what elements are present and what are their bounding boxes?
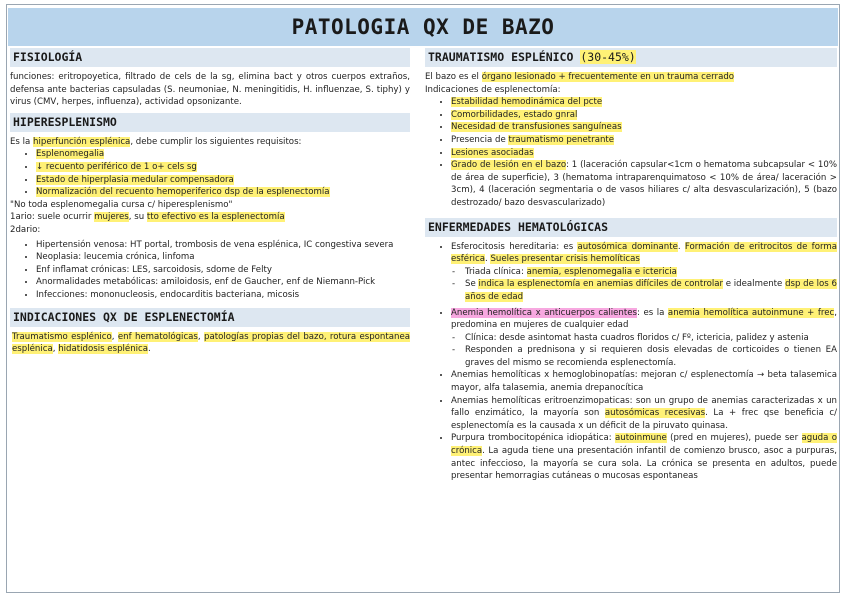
section-heading-fisiologia: FISIOLOGÍA bbox=[10, 48, 410, 67]
list-item: • Anemia hemolítica x anticuerpos calientes: es la anemia hemolítica autoinmune + frec, predomina en mujeres de cualquier edad - Clínica: desde asintomat hasta cuadros floridos c/ Fº, ictericia, palidez y astenia - Responden a prednisona y si requieren dosis elevadas de corticoides o tienen EA graves del mismo se recomienda esplenectomía. bbox=[451, 307, 837, 370]
list-item: • Enf inflamat crónicas: LES, sarcoidosis, sdome de Felty bbox=[36, 264, 410, 277]
title-bar bbox=[8, 8, 838, 46]
list-item: • Hipertensión venosa: HT portal, trombosis de vena esplénica, IC congestiva severa bbox=[36, 239, 410, 252]
left-column bbox=[10, 48, 410, 359]
list-item: - Clínica: desde asintomat hasta cuadros floridos c/ Fº, ictericia, palidez y astenia bbox=[465, 332, 837, 345]
indicaciones-text: Traumatismo esplénico, enf hematológicas, patologías propias del bazo, rotura espontanea esplénica, hidatidosis esplénica. bbox=[12, 331, 410, 355]
document-page bbox=[6, 4, 840, 593]
trauma-list bbox=[425, 96, 837, 209]
right-column bbox=[425, 48, 837, 483]
list-item: • Necesidad de transfusiones sanguíneas bbox=[451, 121, 837, 134]
section-heading-indicaciones: INDICACIONES QX DE ESPLENECTOMÍA bbox=[10, 308, 410, 327]
list-item: - Triada clínica: anemia, esplenomegalia e ictericia bbox=[465, 266, 837, 279]
list-item: • Estado de hiperplasia medular compensadora bbox=[36, 174, 410, 187]
causas-list bbox=[10, 239, 410, 302]
section-heading-hematologicas: ENFERMEDADES HEMATOLÓGICAS bbox=[425, 218, 837, 237]
hiperesplenismo-primario: 1ario: suele ocurrir mujeres, su tto efectivo es la esplenectomía bbox=[10, 212, 285, 223]
hiperesplenismo-intro: Es la hiperfunción esplénica, debe cumplir los siguientes requisitos: bbox=[10, 136, 302, 147]
section-heading-hiperesplenismo: HIPERESPLENISMO bbox=[10, 113, 410, 132]
list-item: • Purpura trombocitopénica idiopática: autoinmune (pred en mujeres), puede ser aguda o crónica. La aguda tiene una presentación infantil de comienzo brusco, asoc a purpuras, antec infeccioso, la mayoría se cura sola. La crónica se presenta en adultos, puede presentar hemorragias cutáneas o mucosas espontaneas bbox=[451, 432, 837, 482]
section-heading-traumatismo: TRAUMATISMO ESPLÉNICO (30-45%) bbox=[425, 48, 837, 67]
list-item: • Grado de lesión en el bazo: 1 (laceración capsular<1cm o hematoma subcapsular < 10% de área de superficie), 3 (hematoma intraparenquimatoso < 10% de área/ laceración > 3cm), 4 (laceración segmentaria o de vasos hiliares c/ alta desvascularización), 5 (bazo destrozado/ bazo desvascularizado) bbox=[451, 159, 837, 209]
list-item: • ↓ recuento periférico de 1 o+ cels sg bbox=[36, 161, 410, 174]
trauma-intro: El bazo es el órgano lesionado + frecuentemente en un trauma cerrado bbox=[425, 72, 735, 82]
list-item: - Responden a prednisona y si requieren dosis elevadas de corticoides o tienen EA graves del mismo se recomienda esplenectomía. bbox=[465, 344, 837, 369]
hiperesplenismo-quote: "No toda esplenomegalia cursa c/ hiperesplenismo" bbox=[10, 199, 233, 210]
list-item: • Presencia de traumatismo penetrante bbox=[451, 134, 837, 147]
list-item: • Neoplasia: leucemia crónica, linfoma bbox=[36, 251, 410, 264]
fisiologia-text: funciones: eritropoyetica, filtrado de cels de la sg, elimina bact y otros cuerpos extraños, defensa ante bacterias capsuladas (S. neumoniae, N. meningitidis, H. influenzae, S. tiphy) y virus (CMV, herpes, influenza), actividad opsonizante. bbox=[10, 72, 410, 108]
requisitos-list bbox=[10, 148, 410, 198]
hemato-list bbox=[425, 241, 837, 483]
list-item: • Anemias hemolíticas eritroenzimopaticas: son un grupo de anemias caracterizadas x un fallo enzimático, la mayoría son autosómicas recesivas. La + frec qse beneficia c/ esplenectomía es la causada x un déficit de la piruvato quinasa. bbox=[451, 395, 837, 433]
list-item: • Lesiones asociadas bbox=[451, 147, 837, 160]
list-item: • Anormalidades metabólicas: amiloidosis, enf de Gaucher, enf de Niemann-Pick bbox=[36, 276, 410, 289]
hiperesplenismo-secundario: 2dario: bbox=[10, 224, 41, 235]
list-item: • Estabilidad hemodinámica del pcte bbox=[451, 96, 837, 109]
list-item: - Se indica la esplenectomía en anemias difíciles de controlar e idealmente dsp de los 6 años de edad bbox=[465, 278, 837, 303]
percentage-badge: (30-45%) bbox=[580, 50, 636, 64]
list-item: • Esferocitosis hereditaria: es autosómica dominante. Formación de eritrocitos de forma esférica. Sueles presentar crisis hemolíticas - Triada clínica: anemia, esplenomegalia e ictericia - Se indica la esplenectomía en anemias difíciles de controlar e idealmente dsp de los 6 años de edad bbox=[451, 241, 837, 304]
list-item: • Anemias hemolíticas x hemoglobinopatías: mejoran c/ esplenectomía → beta talasemica mayor, alfa talasemia, anemia drepanocítica bbox=[451, 369, 837, 394]
list-item: • Normalización del recuento hemoperiferico dsp de la esplenectomía bbox=[36, 186, 410, 199]
list-item: • Esplenomegalia bbox=[36, 148, 410, 161]
list-item: • Infecciones: mononucleosis, endocarditis bacteriana, micosis bbox=[36, 289, 410, 302]
list-item: • Comorbilidades, estado gnral bbox=[451, 109, 837, 122]
page-title: PATOLOGIA QX DE BAZO bbox=[291, 15, 555, 39]
trauma-indicaciones-label: Indicaciones de esplenectomía: bbox=[425, 84, 561, 95]
